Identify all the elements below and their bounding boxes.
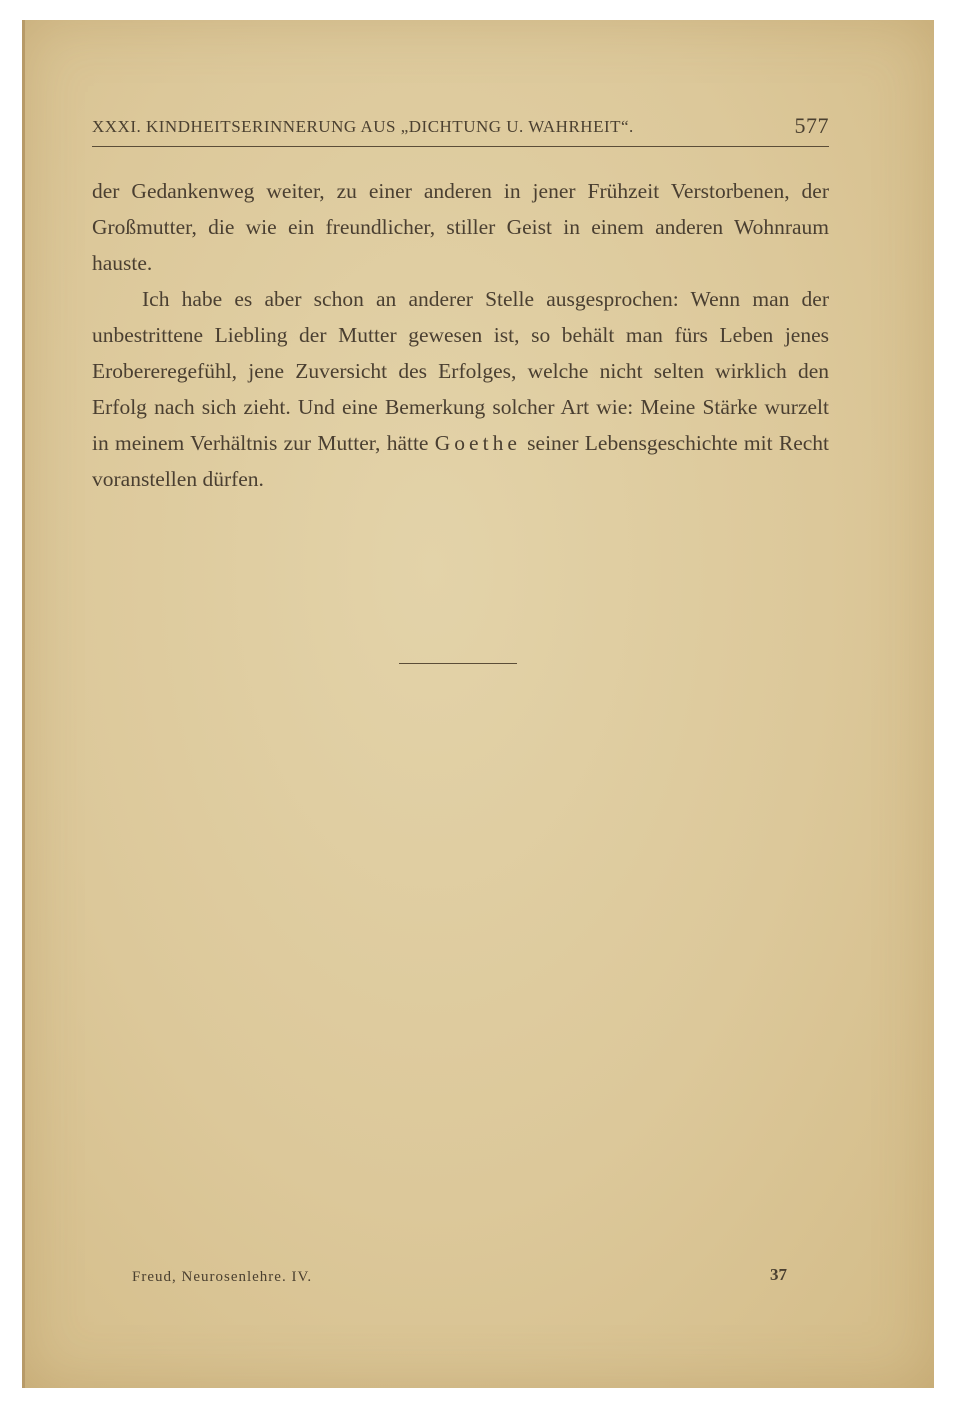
running-title: XXXI. KINDHEITSERINNERUNG AUS „DICHTUNG U. WAHRHEIT“.	[92, 117, 634, 136]
paragraph-1: der Gedankenweg weiter, zu einer anderen in jener Frühzeit Verstorbenen, der Großmutter, die wie ein freundlicher, stiller Geist in einem anderen Wohnraum hauste.	[92, 179, 829, 275]
signature-line: Freud, Neurosenlehre. IV.	[132, 1269, 313, 1285]
author-name: Goethe	[434, 431, 521, 455]
signature-mark: 37	[770, 1265, 787, 1284]
paragraph-2	[92, 281, 829, 497]
book-page	[22, 20, 934, 1388]
running-head	[92, 113, 829, 141]
page-number: 577	[794, 113, 829, 138]
paragraph-2-text-before: Ich habe es aber schon an anderer Stelle ausgesprochen: Wenn man der unbestrittene Liebling der Mutter gewesen ist, so behält man fürs Leben jenes Erobereregefühl, jene Zuversicht des Erfolges, welche nicht selten wirklich den Erfolg nach sich zieht. Und eine Bemerkung solcher Art wie: Meine Stärke wurzelt in meinem Verhältnis zur Mutter, hätte	[92, 287, 829, 455]
paragraph-2-text-after: seiner Lebensgeschichte mit Recht voranstellen dürfen.	[92, 431, 830, 491]
section-end-rule	[399, 663, 517, 664]
body-text	[92, 173, 829, 497]
page-edge	[22, 20, 25, 1388]
header-rule	[92, 146, 829, 147]
page-footer	[132, 1265, 787, 1289]
